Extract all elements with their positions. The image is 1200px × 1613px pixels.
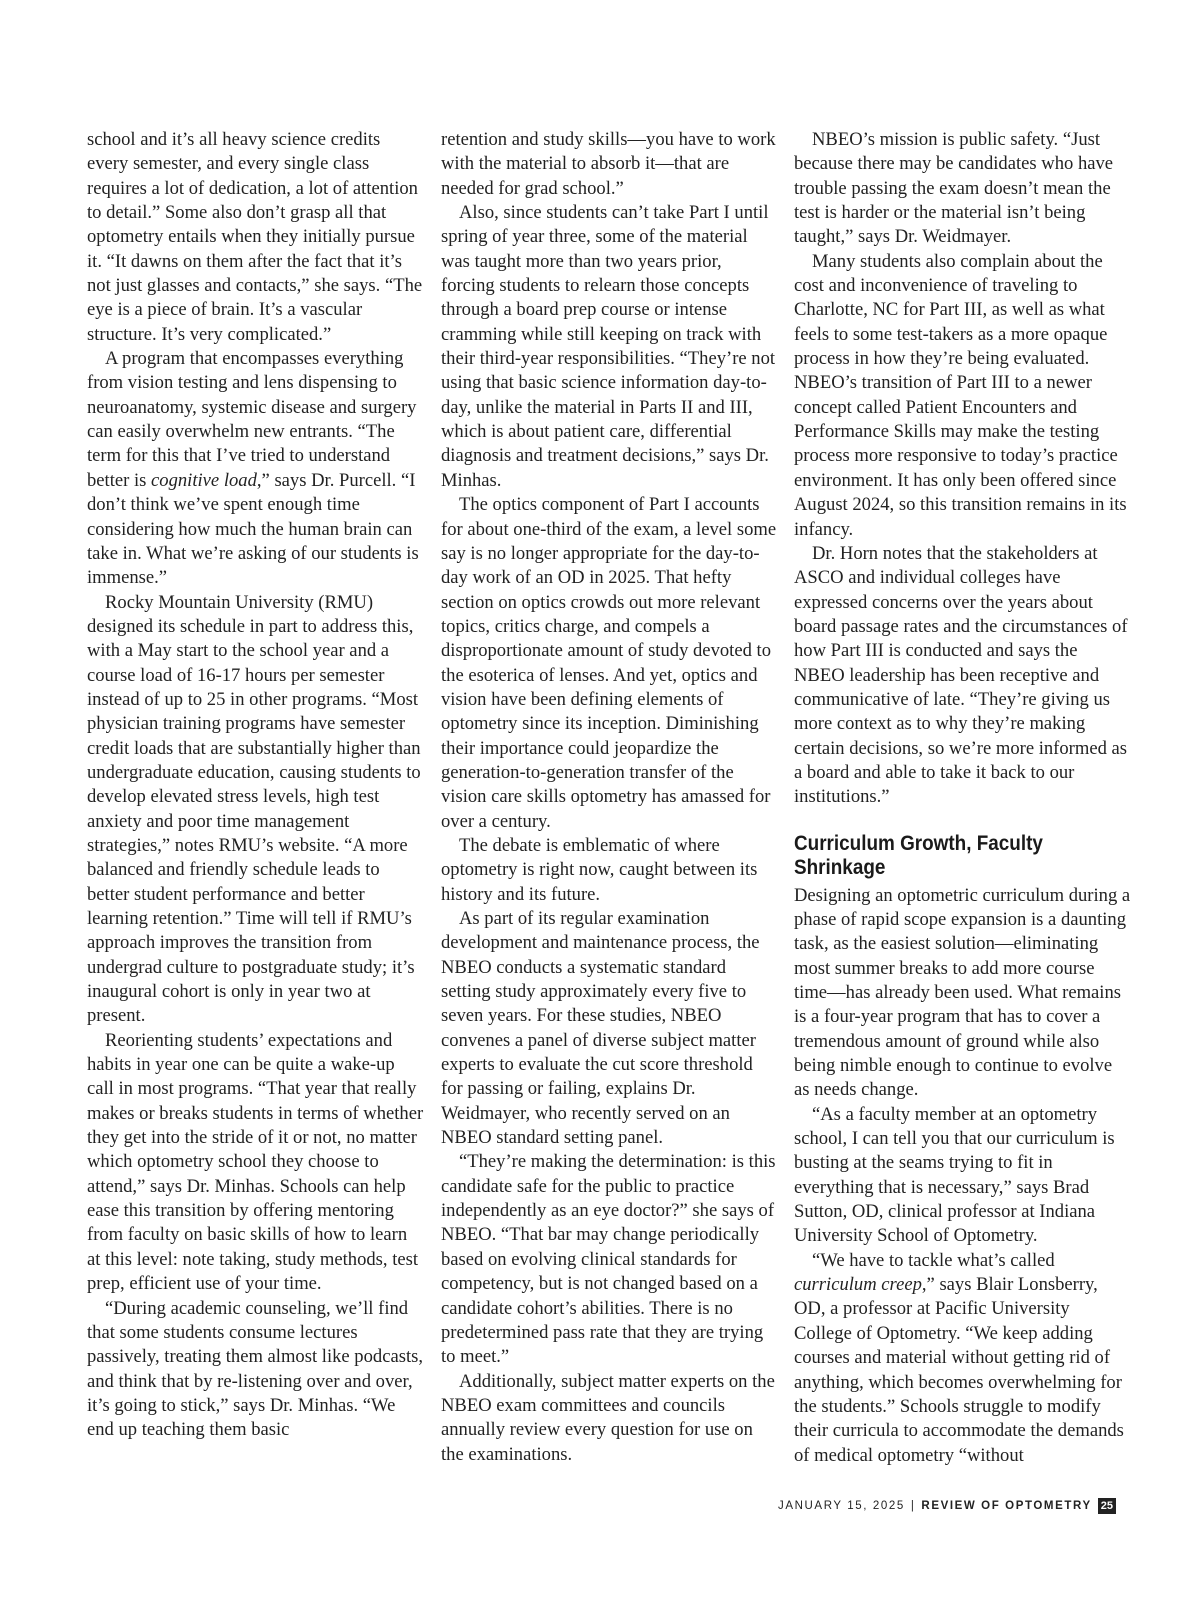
page-number: 25 <box>1098 1498 1116 1514</box>
paragraph: As part of its regular examination development and maintenance process, the NBEO conducts a systematic standard setting study approximately every five to seven years. For these studies, NBEO convenes a panel of diverse subject matter experts to evaluate the cut score threshold for passing or failing, explains Dr. Weidmayer, who recently served on an NBEO standard setting panel. <box>441 908 760 1149</box>
text-segment: ,” says Dr. Purcell. “I don’t think we’ve spent enough time considering how much the human brain can take in. What we’re asking of our students is immense.” <box>87 469 419 589</box>
article-column-2 <box>441 128 779 1467</box>
paragraph: Rocky Mountain University (RMU) designed its schedule in part to address this, with a May start to the school year and a course load of 16-17 hours per semester instead of up to 25 in other programs. “Most physician training programs have semester credit loads that are substantially higher than undergraduate education, causing students to develop elevated stress levels, high test anxiety and poor time management strategies,” notes RMU’s website. “A more balanced and friendly schedule leads to better student performance and better learning retention.” Time will tell if RMU’s approach improves the transition from undergrad culture to postgraduate study; it’s inaugural cohort is only in year two at present. <box>87 591 421 1027</box>
text-segment: “We have to tackle what’s called <box>812 1249 1055 1271</box>
publication-name: REVIEW OF OPTOMETRY <box>921 1500 1092 1512</box>
text-segment: A program that encompasses everything from vision testing and lens dispensing to neuroanatomy, systemic disease and surgery can easily overwhelm new entrants. “The term for this that I’ve tried to understand better is <box>87 348 417 491</box>
text-segment: ,” says Blair Lonsberry, OD, a professor at Pacific University College of Optometry. “We keep adding courses and material without getting rid of anything, which becomes overwhelming for the students.” Schools struggle to modify their curricula to accommodate the demands of medical optometry “without <box>794 1274 1124 1466</box>
paragraph: Additionally, subject matter experts on the NBEO exam committees and councils annually review every question for use on the examinations. <box>441 1370 775 1465</box>
paragraph: “As a faculty member at an optometry school, I can tell you that our curriculum is busting at the seams trying to fit in everything that is necessary,” says Brad Sutton, OD, clinical professor at Indiana University School of Optometry. <box>794 1103 1115 1247</box>
paragraph: The optics component of Part I accounts for about one-third of the exam, a level some say is no longer appropriate for the day-to-day work of an OD in 2025. That hefty section on optics crowds out more relevant topics, critics charge, and compels a disproportionate amount of study devoted to the esoterica of lenses. And yet, optics and vision have been defining elements of optometry since its inception. Diminishing their importance could jeopardize the generation-to-generation transfer of the vision care skills optometry has amassed for over a century. <box>441 494 777 832</box>
paragraph: The debate is emblematic of where optometry is right now, caught between its history and its future. <box>441 834 758 905</box>
article-column-3 <box>794 128 1132 1468</box>
paragraph: Also, since students can’t take Part I until spring of year three, some of the material was taught more than two years prior, forcing students to relearn those concepts through a board prep course or intense cramming while still keeping on track with their third-year responsibilities. “They’re not using that basic science information day-to-day, unlike the material in Parts II and III, which is about patient care, differential diagnosis and treatment decisions,” says Dr. Minhas. <box>441 202 776 491</box>
paragraph: Many students also complain about the cost and inconvenience of traveling to Charlotte, NC for Part III, as well as what feels to some test-takers as a more opaque process in how they’re being evaluated. NBEO’s transition of Part III to a newer concept called Patient Encounters and Performance Skills may make the testing process more responsive to today’s practice environment. It has only been offered since August 2024, so this transition remains in its infancy. <box>794 250 1127 540</box>
paragraph <box>87 347 425 590</box>
paragraph: Designing an optometric curriculum during a phase of rapid scope expansion is a daunting task, as the easiest solution—eliminating most summer breaks to add more course time—has already been used. What remains is a four-year program that has to cover a tremendous amount of ground while also being nimble enough to continue to evolve as needs change. <box>794 884 1131 1101</box>
paragraph: Reorienting students’ expectations and habits in year one can be quite a wake-up call in most programs. “That year that really makes or breaks students in terms of whether they get into the stride of it or not, no matter which optometry school they choose to attend,” says Dr. Minhas. Schools can help ease this transition by offering mentoring from faculty on basic skills of how to learn at this level: note taking, study methods, test prep, efficient use of your time. <box>87 1029 424 1295</box>
paragraph: Dr. Horn notes that the stakeholders at ASCO and individual colleges have expressed concerns over the years about board passage rates and the circumstances of how Part III is conducted and says the NBEO leadership has been receptive and communicative of late. “They’re giving us more context as to why they’re making certain decisions, so we’re more informed as a board and able to take it back to our institutions.” <box>794 542 1128 808</box>
section-heading: Curriculum Growth, Faculty Shrinkage <box>794 831 1043 879</box>
footer-separator: | <box>910 1500 916 1512</box>
paragraph: NBEO’s mission is public safety. “Just because there may be candidates who have trouble passing the exam doesn’t mean the test is harder or the material isn’t being taught,” says Dr. Weidmayer. <box>794 129 1114 248</box>
paragraph: “During academic counseling, we’ll find that some students consume lectures passively, treating them almost like podcasts, and think that by re-listening over and over, it’s going to stick,” says Dr. Minhas. “We end up teaching them basic <box>87 1297 423 1441</box>
paragraph: retention and study skills—you have to work with the material to absorb it—that are needed for grad school.” <box>441 129 776 199</box>
issue-date: JANUARY 15, 2025 <box>778 1500 905 1512</box>
italic-term: curriculum creep <box>794 1274 922 1296</box>
page-footer <box>778 1497 1116 1515</box>
italic-term: cognitive load <box>151 469 257 491</box>
paragraph: “They’re making the determination: is this candidate safe for the public to practice independently as an eye doctor?” she says of NBEO. “That bar may change periodically based on evolving clinical standards for competency, but is not changed based on a candidate cohort’s abilities. There is no predetermined pass rate that they are trying to meet.” <box>441 1151 776 1368</box>
paragraph: school and it’s all heavy science credits every semester, and every single class requires a lot of dedication, a lot of attention to detail.” Some also don’t grasp all that optometry entails when they initially pursue it. “It dawns on them after the fact that it’s not just glasses and contacts,” she says. “The eye is a piece of brain. It’s a vascular structure. It’s very complicated.” <box>87 129 423 345</box>
paragraph <box>794 1249 1132 1468</box>
article-column-1 <box>87 128 425 1443</box>
